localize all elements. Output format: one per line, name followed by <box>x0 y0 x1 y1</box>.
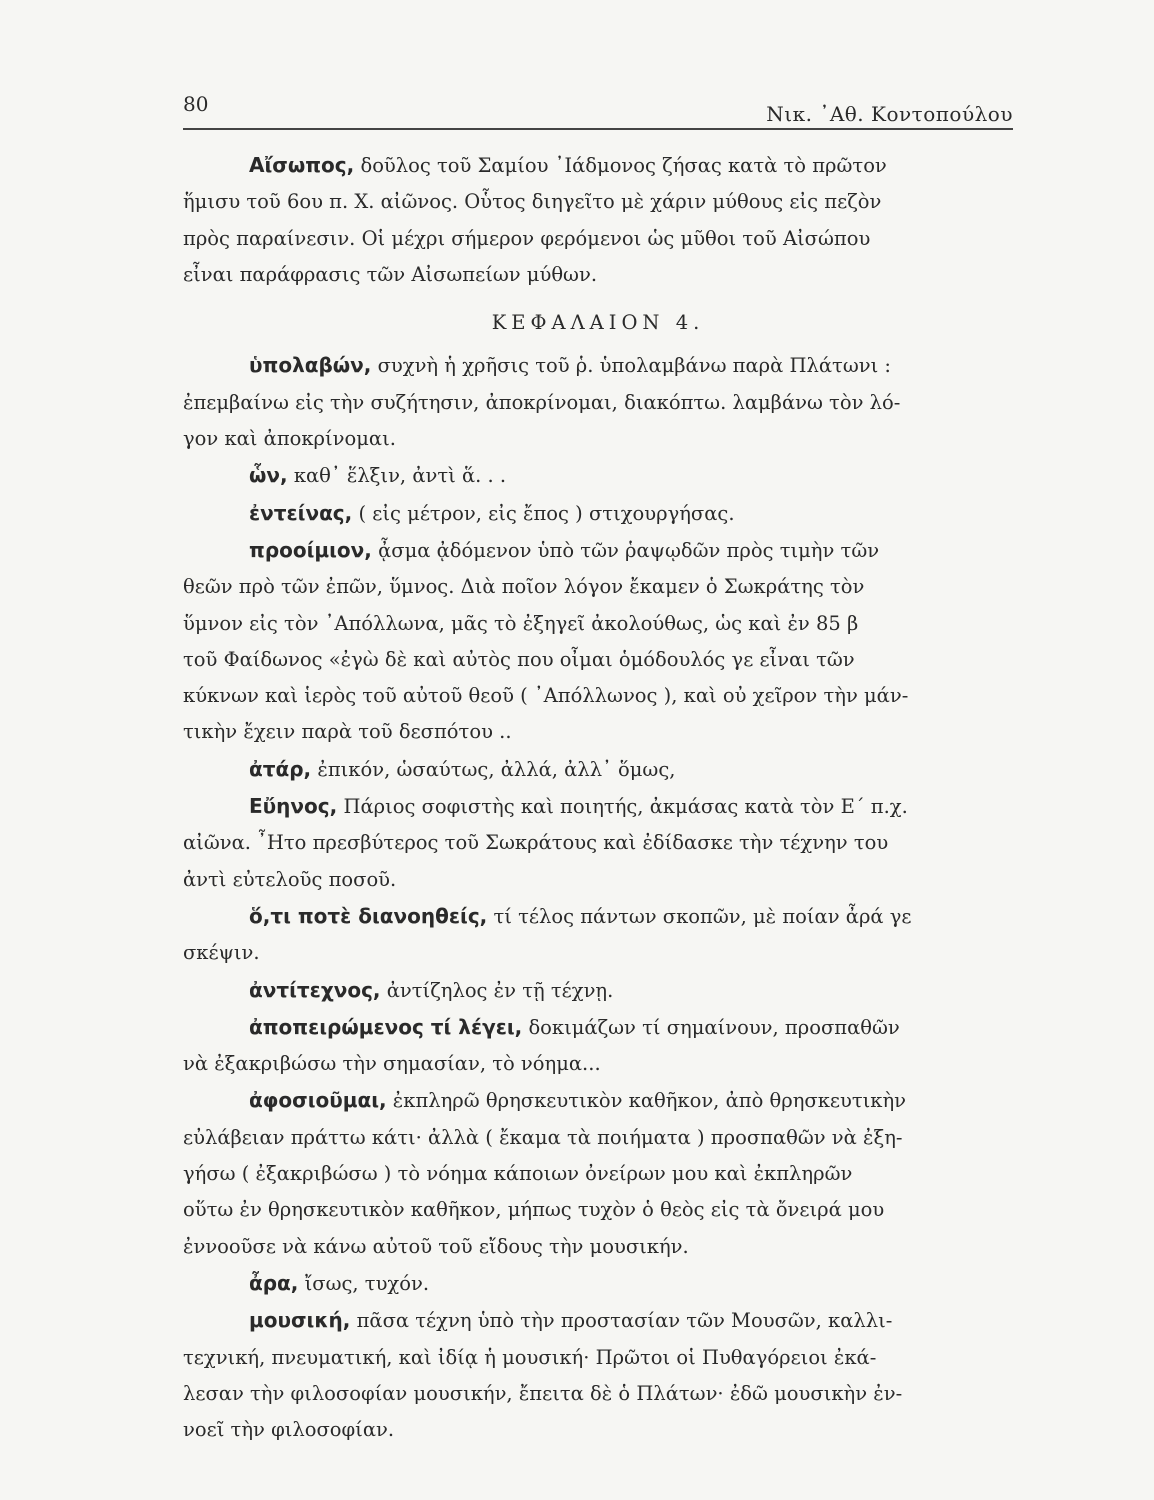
entry-first-line <box>183 1302 1013 1339</box>
entry-first-line <box>183 495 1013 532</box>
page-body <box>183 147 1013 1448</box>
entry-line: αἰῶνα. ῏Ητο πρεσβύτερος τοῦ Σωκράτους καὶ ἐδίδασκε τὴν τέχνην του <box>183 831 889 855</box>
chapter-title: ΚΕΦΑΛΑΙΟΝ 4. <box>491 311 705 335</box>
entry-first-line <box>183 1082 1013 1119</box>
entry-text: δοῦλος τοῦ Σαμίου ᾿Ιάδμονος ζήσας κατὰ τὸ πρῶτον <box>360 154 887 177</box>
entry-line: τικὴν ἔχειν παρὰ τοῦ δεσπότου .. <box>183 720 512 744</box>
entry-first-line <box>183 457 1013 494</box>
entry-first-line <box>183 147 1013 184</box>
entry-line: κύκνων καὶ ἱερὸς τοῦ αὐτοῦ θεοῦ ( ᾿Απόλλωνος ), καὶ οὐ χεῖρον τὴν μάν- <box>183 684 909 708</box>
entry-line: εὐλάβειαν πράττω κάτι· ἀλλὰ ( ἔκαμα τὰ ποιήματα ) προσπαθῶν νὰ ἐξη- <box>183 1125 903 1149</box>
entry-line: γον καὶ ἀποκρίνομαι. <box>183 427 396 451</box>
entry-line: οὕτω ἐν θρησκευτικὸν καθῆκον, μήπως τυχὸν ὁ θεὸς εἰς τὰ ὄνειρά μου <box>183 1198 885 1222</box>
intro-entry <box>183 147 1013 293</box>
entry-first-line <box>183 788 1013 825</box>
entry-first-line <box>183 898 1013 935</box>
entry-term: ἀποπειρώμενος τί λέγει, <box>249 1014 523 1039</box>
glossary-entry <box>183 1265 1013 1302</box>
page-header <box>183 92 1013 130</box>
entry-term: ἆρα, <box>249 1270 299 1295</box>
entry-line: τοῦ Φαίδωνος «ἐγὼ δὲ καὶ αὐτὸς που οἶμαι ὁμόδουλός γε εἶναι τῶν <box>183 647 855 671</box>
entry-term: ἐντείνας, <box>249 500 353 525</box>
entry-line: θεῶν πρὸ τῶν ἐπῶν, ὕμνος. Διὰ ποῖον λόγον ἔκαμεν ὁ Σωκράτης τὸν <box>183 575 865 599</box>
entry-first-line <box>183 751 1013 788</box>
glossary-entry <box>183 347 1013 457</box>
entry-line: ἐπεμβαίνω εἰς τὴν συζήτησιν, ἀποκρίνομαι, διακόπτω. λαμβάνω τὸν λό- <box>183 390 901 414</box>
entry-term: Εὔηνος, <box>249 794 338 819</box>
entry-term: ὅ,τι ποτὲ διανοηθείς, <box>249 903 488 928</box>
entry-term: ὑπολαβών, <box>249 353 372 378</box>
entry-text: Πάριος σοφιστὴς καὶ ποιητής, ἀκμάσας κατὰ τὸν Ε΄ π.χ. <box>343 795 908 819</box>
entry-text: πᾶσα τέχνη ὑπὸ τὴν προστασίαν τῶν Μουσῶν, καλλι- <box>356 1309 893 1333</box>
entry-first-line <box>183 1265 1013 1302</box>
glossary-entry <box>183 1082 1013 1264</box>
entry-line: ὕμνον εἰς τὸν ᾿Απόλλωνα, μᾶς τὸ ἐξηγεῖ ἀκολούθως, ὡς καὶ ἐν 85 β <box>183 611 859 635</box>
entry-line: πρὸς παραίνεσιν. Οἱ μέχρι σήμερον φερόμενοι ὡς μῦθοι τοῦ Αἰσώπου <box>183 226 871 250</box>
entry-text: ἐκπληρῶ θρησκευτικὸν καθῆκον, ἀπὸ θρησκευτικὴν <box>392 1089 907 1113</box>
glossary-entry <box>183 532 1013 751</box>
entry-text: ᾆσμα ᾀδόμενον ὑπὸ τῶν ῥαψῳδῶν πρὸς τιμὴν τῶν <box>378 538 880 562</box>
entry-term: ἀτάρ, <box>249 756 312 781</box>
entry-term: ἀφοσιοῦμαι, <box>249 1088 387 1113</box>
glossary-entry <box>183 788 1013 898</box>
entry-line: σκέψιν. <box>183 941 260 965</box>
glossary-entry <box>183 1009 1013 1083</box>
glossary-entry <box>183 751 1013 788</box>
entry-line: νὰ ἐξακριβώσω τὴν σημασίαν, τὸ νόημα... <box>183 1052 601 1076</box>
entry-first-line <box>183 1009 1013 1046</box>
glossary-entries <box>183 347 1013 1448</box>
entry-line: λεσαν τὴν φιλοσοφίαν μουσικήν, ἔπειτα δὲ ὁ Πλάτων· ἐδῶ μουσικὴν ἐν- <box>183 1381 903 1405</box>
entry-line: τεχνική, πνευματική, καὶ ἰδίᾳ ἡ μουσική· Πρῶτοι οἱ Πυθαγόρειοι ἐκά- <box>183 1345 877 1369</box>
page-number: 80 <box>183 92 209 116</box>
entry-first-line <box>183 972 1013 1009</box>
glossary-entry <box>183 457 1013 494</box>
entry-line: γήσω ( ἐξακριβώσω ) τὸ νόημα κάποιων ὀνείρων μου καὶ ἐκπληρῶν <box>183 1162 853 1186</box>
entry-text: ἐπικόν, ὡσαύτως, ἀλλά, ἀλλ᾿ ὅμως, <box>317 757 676 781</box>
entry-text: ἀντίζηλος ἐν τῇ τέχνῃ. <box>386 978 614 1002</box>
entry-term: προοίμιον, <box>249 537 372 562</box>
entry-term: Αἴσωπος, <box>249 153 355 177</box>
glossary-entry <box>183 898 1013 972</box>
entry-text: συχνὴ ἡ χρῆσις τοῦ ῥ. ὑπολαμβάνω παρὰ Πλάτωνι : <box>377 354 891 378</box>
glossary-entry <box>183 1302 1013 1448</box>
entry-text: ἴσως, τυχόν. <box>304 1271 430 1295</box>
entry-text: τί τέλος πάντων σκοπῶν, μὲ ποίαν ἆρά γε <box>493 904 912 928</box>
entry-first-line <box>183 532 1013 569</box>
entry-line: νοεῖ τὴν φιλοσοφίαν. <box>183 1418 395 1442</box>
glossary-entry <box>183 495 1013 532</box>
entry-text: ( εἰς μέτρον, εἰς ἔπος ) στιχουργήσας. <box>358 501 735 525</box>
running-head: Νικ. ᾿Αθ. Κοντοπούλου <box>766 102 1013 126</box>
entry-text: καθ᾿ ἕλξιν, ἀντὶ ἅ. . . <box>293 464 507 488</box>
glossary-entry <box>183 972 1013 1009</box>
entry-term: ἀντίτεχνος, <box>249 977 381 1002</box>
entry-line: ἐννοοῦσε νὰ κάνω αὐτοῦ τοῦ εἴδους τὴν μουσικήν. <box>183 1234 689 1258</box>
entry-line: εἶναι παράφρασις τῶν Αἰσωπείων μύθων. <box>183 262 598 286</box>
entry-line: ἥμισυ τοῦ 6ου π. Χ. αἰῶνος. Οὗτος διηγεῖτο μὲ χάριν μύθους εἰς πεζὸν <box>183 190 882 214</box>
entry-term: μουσική, <box>249 1308 351 1333</box>
entry-line: ἀντὶ εὐτελοῦς ποσοῦ. <box>183 867 397 891</box>
entry-text: δοκιμάζων τί σημαίνουν, προσπαθῶν <box>528 1015 900 1039</box>
entry-term: ὧν, <box>249 463 288 488</box>
entry-first-line <box>183 347 1013 384</box>
